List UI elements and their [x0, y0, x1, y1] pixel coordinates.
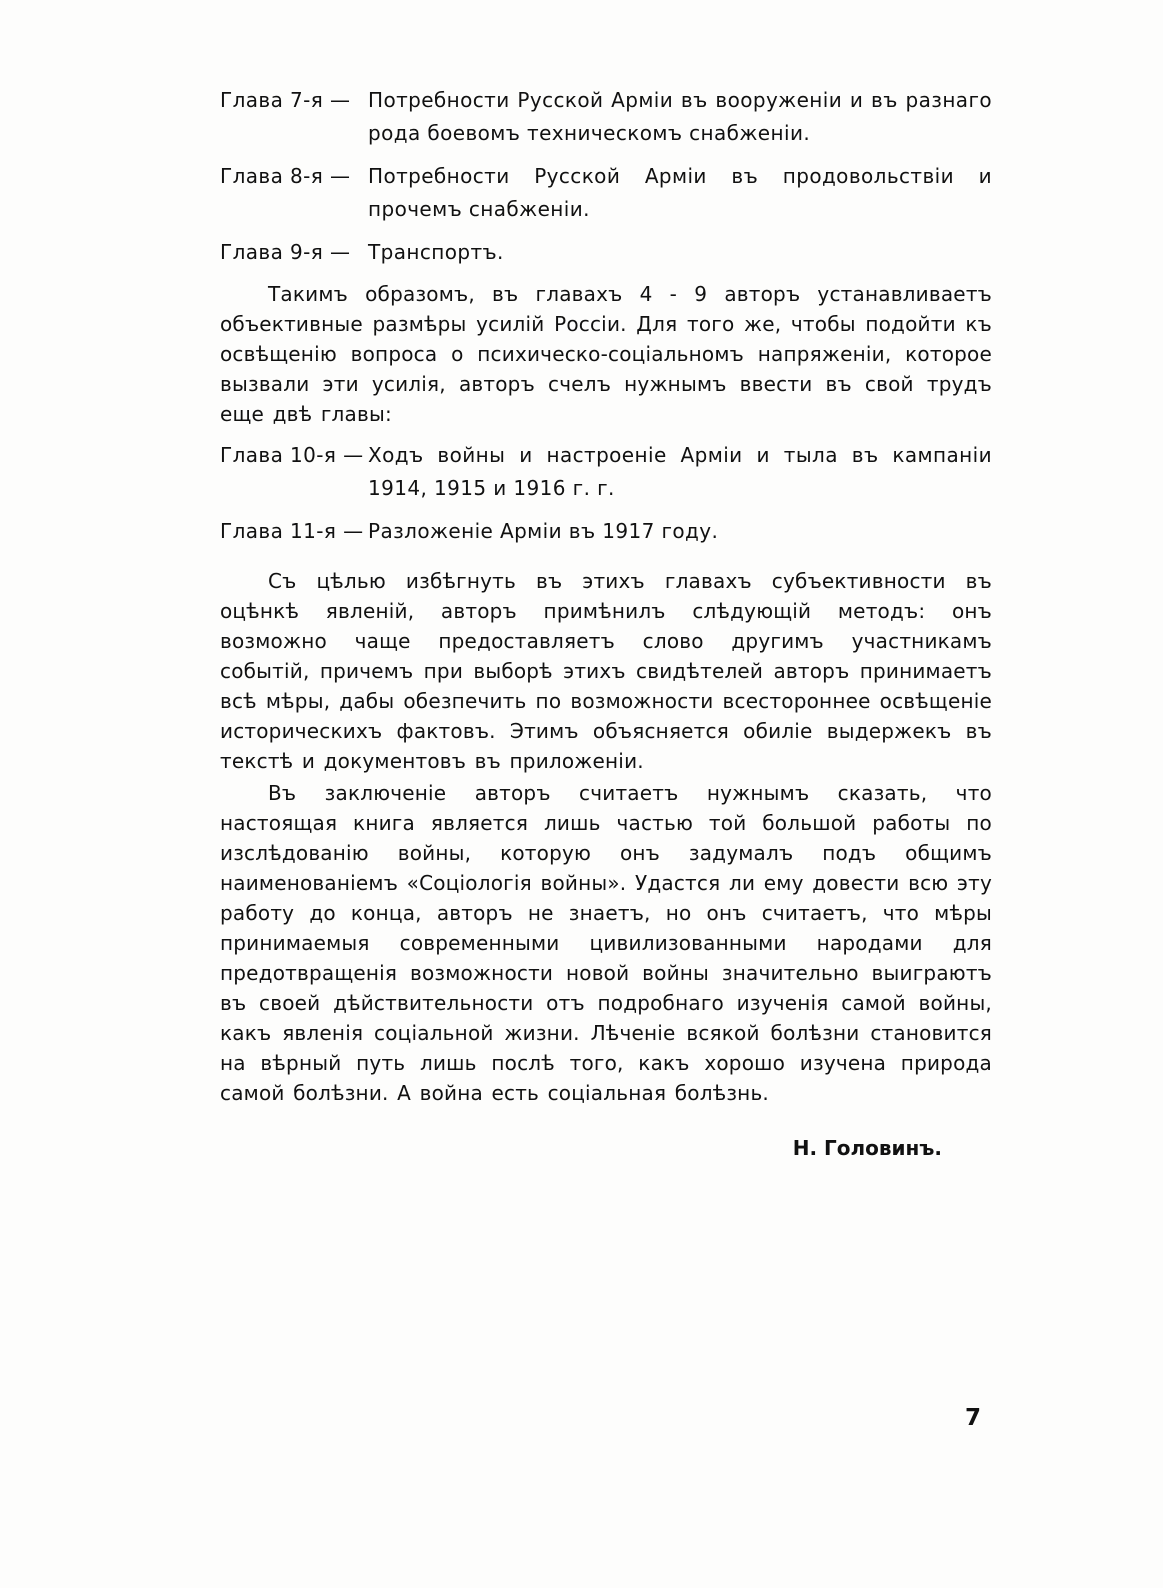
chapter-entry-10: [220, 439, 992, 505]
conclusion-paragraph: Въ заключеніе авторъ считаетъ нужнымъ сказать, что настоящая книга является лишь частью той большой работы по изслѣдованію войны, которую онъ задумалъ подъ общимъ наименованіемъ «Соціологія войны». Удастся ли ему довести всю эту работу до конца, авторъ не знаетъ, но онъ считаетъ, что мѣры принимаемыя современными цивилизованными народами для предотвращенія возможности новой войны значительно выиграютъ въ своей дѣйствительности отъ подробнаго изученія самой войны, какъ явленія соціальной жизни. Лѣченіе всякой болѣзни становится на вѣрный путь лишь послѣ того, какъ хорошо изучена природа самой болѣзни. А война есть соціальная болѣзнь.: [220, 781, 992, 1105]
chapter-title: Потребности Русской Арміи въ вооруженіи и въ разнаго рода боевомъ техническомъ снабженіи.: [368, 88, 992, 145]
text-column: [220, 84, 992, 1160]
chapter-entry-8: [220, 160, 992, 226]
author-signature: Н. Головинъ.: [792, 1136, 942, 1160]
chapter-label: Глава 9-я —: [220, 240, 351, 264]
chapter-entry-7: [220, 84, 992, 150]
chapter-title: Ходъ войны и настроеніе Арміи и тыла въ кампаніи 1914, 1915 и 1916 г. г.: [368, 443, 992, 500]
intro-paragraph: Такимъ образомъ, въ главахъ 4 - 9 авторъ устанавливаетъ объективные размѣры усилій Россіи. Для того же, чтобы подойти къ освѣщенію вопроса о психическо-соціальномъ напряженіи, которое вызвали эти усилія, авторъ счелъ нужнымъ ввести въ свой трудъ еще двѣ главы:: [220, 282, 992, 426]
chapter-label: Глава 8-я —: [220, 164, 351, 188]
chapter-title: Потребности Русской Арміи въ продовольствіи и прочемъ снабженіи.: [368, 164, 992, 221]
chapter-entry-11: [220, 515, 992, 548]
method-paragraph: Съ цѣлью избѣгнуть въ этихъ главахъ субъективности въ оцѣнкѣ явленій, авторъ примѣнилъ слѣдующій методъ: онъ возможно чаще предоставляетъ слово другимъ участникамъ событій, причемъ при выборѣ этихъ свидѣтелей авторъ принимаетъ всѣ мѣры, дабы обезпечить по возможности всестороннее освѣщеніе историческихъ фактовъ. Этимъ объясняется обиліе выдержекъ въ текстѣ и документовъ въ приложеніи.: [220, 569, 992, 773]
chapter-label: Глава 11-я —: [220, 519, 364, 543]
page-number: 7: [965, 1405, 982, 1431]
chapter-title: Транспортъ.: [368, 240, 504, 264]
chapter-entry-9: [220, 236, 992, 269]
chapter-label: Глава 10-я —: [220, 443, 364, 467]
chapter-title: Разложеніе Арміи въ 1917 году.: [368, 519, 719, 543]
chapter-label: Глава 7-я —: [220, 88, 351, 112]
